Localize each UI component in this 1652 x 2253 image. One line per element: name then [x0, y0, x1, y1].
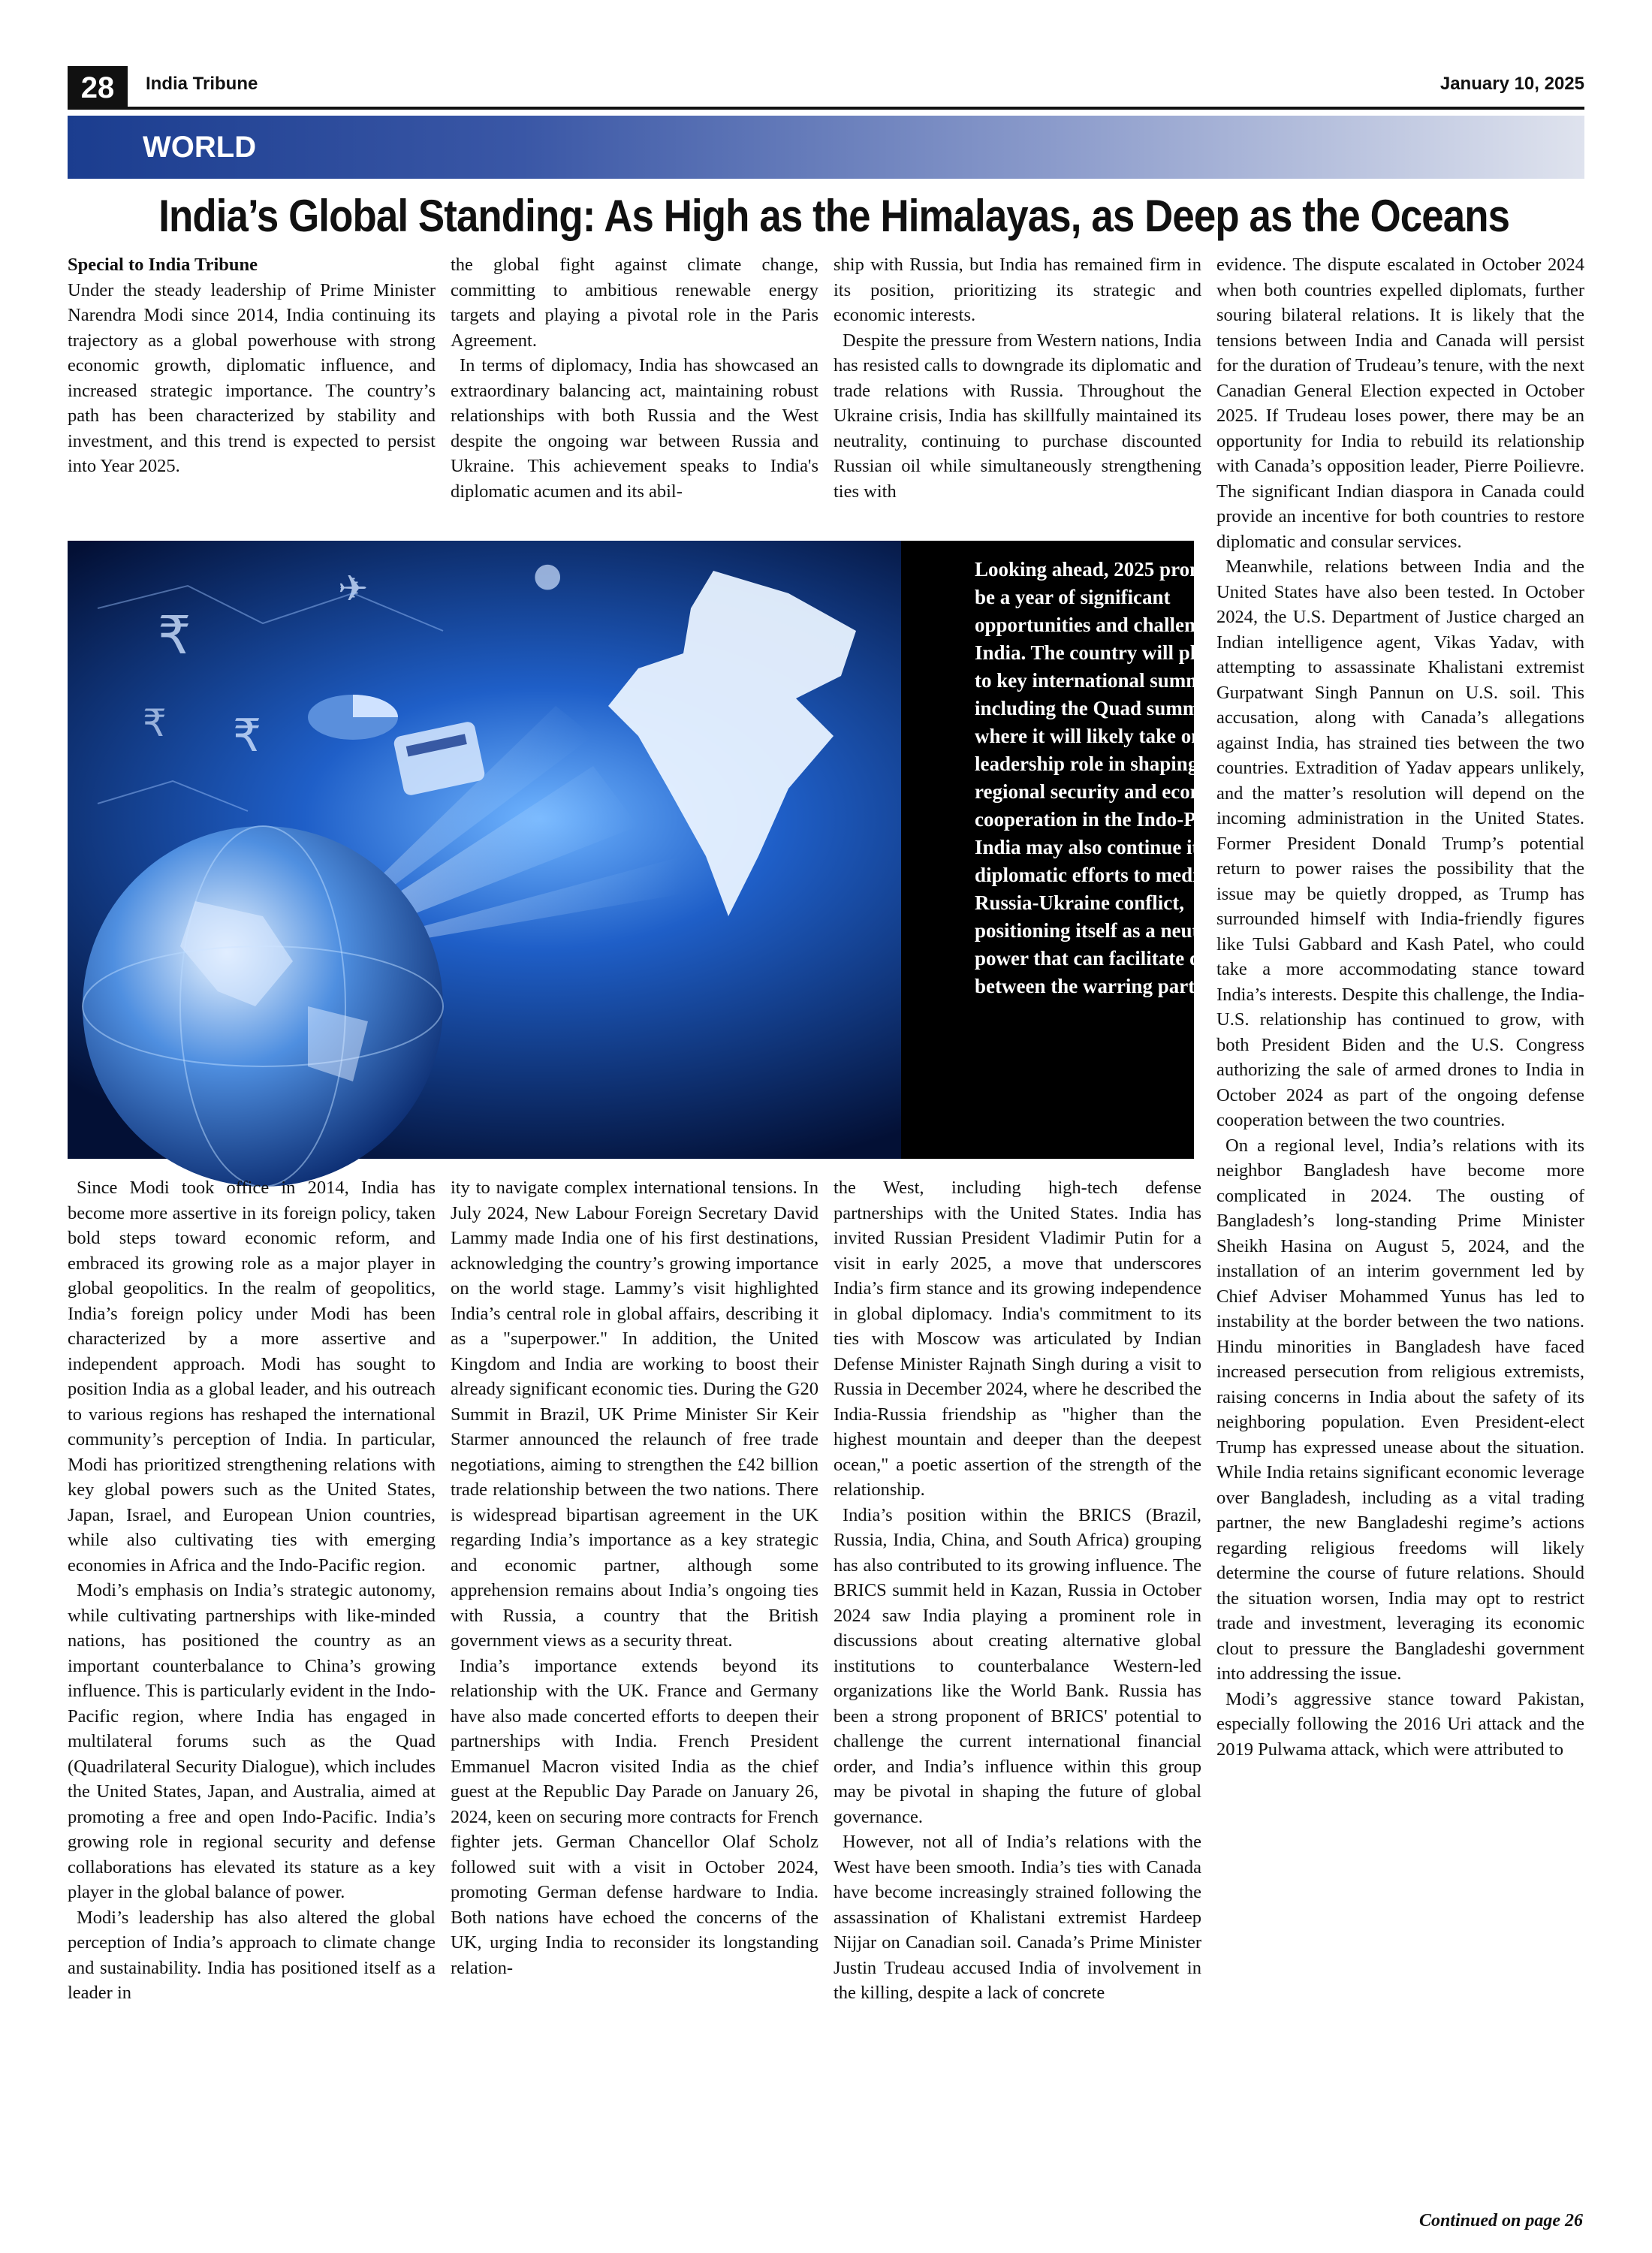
paragraph: Despite the pressure from Western nations, India has resisted calls to downgrade its diplomatic and trade relations with Russia. Throughout the Ukraine crisis, India has skillfully maintained its neutrality, continuing to purchase discounted Russian oil while simultaneously strengthening ties with — [834, 330, 1201, 502]
paragraph: India’s position within the BRICS (Brazil, Russia, India, China, and South Africa) grouping has also contributed to its growing influence. The BRICS summit held in Kazan, Russia in October 2024 saw India playing a prominent role in discussions about creating alternative global institutions to counterbalance Western-led organizations like the World Bank. Russia has been a strong proponent of BRICS' potential to challenge the current international financial order, and India’s influence within this group may be pivotal in shaping the future of global governance. — [834, 1504, 1201, 1827]
paragraph: Modi’s aggressive stance toward Pakistan, especially following the 2016 Uri attack and the 2019 Pulwama attack, which were attributed to — [1216, 1688, 1584, 1760]
paragraph: evidence. The dispute escalated in October 2024 when both countries expelled diplomats, further souring bilateral relations. It is likely that the tensions between India and Canada will persist for the duration of Trudeau’s tenure, with the next Canadian General Election expected in October 2025. If Trudeau loses power, there may be an opportunity for India to rebuild its relationship with Canada’s opposition leader, Pierre Poilievre. The significant Indian diaspora in Canada could provide an incentive for both countries to restore diplomatic and consular services. — [1216, 255, 1584, 552]
rupee-symbol: ₹ — [158, 605, 191, 666]
rupee-symbol: ₹ — [233, 710, 262, 762]
paragraph: Under the steady leadership of Prime Minister Narendra Modi since 2014, India continuing its trajectory as a global powerhouse with strong economic growth, diplomatic influence, and increased strategic importance. The country’s path has been characterized by stability and investment, and this trend is expected to persist into Year 2025. — [68, 279, 436, 476]
paragraph: Modi’s leadership has also altered the global perception of India’s approach to climate change and sustainability. India has positioned itself as a leader in — [68, 1907, 436, 2003]
page-header — [68, 66, 1584, 110]
paragraph: On a regional level, India’s relations with its neighbor Bangladesh have become more complicated in 2024. The ousting of Bangladesh’s long-standing Prime Minister Sheikh Hasina on August 5, 2024, and the installation of an interim government led by Chief Adviser Mohammed Yunus has led to instability at the border between the two nations. Hindu minorities in Bangladesh have faced increased persecution from religious extremists, raising concerns in India about the safety of its neighboring population. Even President-elect Trump has expressed unease about the situation. While India retains significant economic leverage over Bangladesh, including as a vital trading partner, the new Bangladeshi regime’s actions regarding religious freedoms will likely determine the course of future relations. Should the situation worsen, India may opt to restrict trade and investment, leveraging its economic clout to pressure the Bangladeshi government into addressing the issue. — [1216, 1135, 1584, 1684]
paragraph: Since Modi took office in 2014, India has become more assertive in its foreign policy, taken bold steps toward economic reform, and embraced its growing role as a major player in global geopolitics. In the realm of geopolitics, India’s foreign policy under Modi has been characterized by a more assertive and independent approach. Modi has sought to position India as a global leader, and his outreach to various regions has reshaped the international community’s perception of India. In particular, Modi has prioritized strengthening relations with key global powers such as the United States, Japan, Israel, and European Union countries, while also cultivating ties with emerging economies in Africa and the Indo-Pacific region. — [68, 1178, 436, 1576]
paragraph: Modi’s emphasis on India’s strategic autonomy, while cultivating partnerships with like-minded nations, has positioned the country as an important counterbalance to China’s growing influence. This is particularly evident in the Indo-Pacific region, where India has engaged in multilateral forums such as the Quad (Quadrilateral Security Dialogue), which includes the United States, Japan, and Australia, aimed at promoting a free and open Indo-Pacific. India’s growing role in regional security and defense collaborations has elevated its stature as a key player in the global balance of power. — [68, 1580, 436, 1902]
feature-photo — [68, 541, 1263, 1159]
header-rule — [68, 107, 1584, 110]
byline: Special to India Tribune — [68, 255, 258, 275]
top-column-1 — [68, 252, 436, 479]
rupee-symbol: ₹ — [143, 701, 167, 745]
publication-name: India Tribune — [146, 74, 258, 94]
top-column-3 — [834, 252, 1201, 504]
airplane-icon: ✈ — [338, 568, 369, 610]
bottom-column-3 — [834, 1175, 1201, 2006]
top-column-2 — [451, 252, 818, 504]
paragraph: the global fight against climate change, committing to ambitious renewable energy targets and playing a pivotal role in the Paris Agreement. — [451, 255, 818, 351]
headline: India’s Global Standing: As High as the Himalayas, as Deep as the Oceans — [158, 191, 1510, 241]
right-column — [1216, 252, 1584, 1762]
section-band — [68, 116, 1584, 179]
page-number: 28 — [68, 66, 128, 110]
continued-notice: Continued on page 26 — [1418, 2211, 1583, 2230]
section-label: WORLD — [143, 131, 257, 164]
paragraph: the West, including high-tech defense partnerships with the United States. India has invited Russian President Vladimir Putin for a visit in early 2025, a move that underscores India’s firm stance and its growing independence in global diplomacy. India's commitment to its ties with Moscow was articulated by Indian Defense Minister Rajnath Singh during a visit to Russia in December 2024, where he described the India-Russia friendship as "higher than the highest mountain and deeper than the deepest ocean," a poetic assertion of the strength of the relationship. — [834, 1178, 1201, 1500]
bottom-column-1 — [68, 1175, 436, 2006]
paragraph: However, not all of India’s relations with the West have been smooth. India’s ties with Canada have become increasingly strained following the assassination of Khalistani extremist Hardeep Nijjar on Canadian soil. Canada’s Prime Minister Justin Trudeau accused India of involvement in the killing, despite a lack of concrete — [834, 1832, 1201, 2003]
globe — [83, 826, 443, 1187]
issue-date: January 10, 2025 — [1439, 74, 1584, 94]
person-icon: ● — [533, 556, 562, 594]
paragraph: Meanwhile, relations between India and the United States have also been tested. In October 2024, the U.S. Department of Justice charged an Indian intelligence agent, Vikas Yadav, with attempting to assassinate Khalistani extremist Gurpatwant Singh Pannun on U.S. soil. This accusation, along with Canada’s allegations against India, has strained ties between the two countries. Extradition of Yadav appears unlikely, and the matter’s resolution will depend on the incoming administration in the United States. Former President Donald Trump’s potential return to power raises the possibility that the issue may be quietly dropped, as Trump has surrounded himself with India-friendly figures like Tulsi Gabbard and Kash Patel, who could take a more accommodating stance toward India’s interests. Despite this challenge, the India-U.S. relationship has continued to grow, with both President Biden and the U.S. Congress authorizing the sale of armed drones to India in October 2024 as part of the ongoing defense cooperation between the two countries. — [1216, 556, 1584, 1130]
paragraph: In terms of diplomacy, India has showcased an extraordinary balancing act, maintaining robust relationships with both Russia and the West despite the ongoing war between Russia and Ukraine. This achievement speaks to India's diplomatic acumen and its abil- — [451, 355, 818, 502]
bottom-column-2 — [451, 1175, 818, 1980]
paragraph: ship with Russia, but India has remained firm in its position, prioritizing its strategic and economic interests. — [834, 255, 1201, 325]
pull-quote: Looking ahead, 2025 promises to be a year of significant opportunities and challenges for India. The country will play host to key international summits, including the Quad summit, where it will likely take on a leadership role in shaping regional security and economic cooperation in the Indo-Pacific. India may also continue its diplomatic efforts to mediate the Russia-Ukraine conflict, positioning itself as a neutral power that can facilitate dialogue between the warring parties. — [975, 558, 1263, 997]
paragraph: India’s importance extends beyond its relationship with the UK. France and Germany have also made concerted efforts to deepen their partnerships with India. French President Emmanuel Macron visited India as the chief guest at the Republic Day Parade on January 26, 2024, keen on securing more contracts for French fighter jets. German Chancellor Olaf Scholz followed suit with a visit in October 2024, promoting German defense hardware to India. Both nations have echoed the concerns of the UK, urging India to reconsider its longstanding relation- — [451, 1655, 818, 1978]
paragraph: ity to navigate complex international tensions. In July 2024, New Labour Foreign Secretary David Lammy made India one of his first destinations, acknowledging the country’s growing importance on the world stage. Lammy’s visit highlighted India’s central role in global affairs, describing it as a "superpower." In addition, the United Kingdom and India are working to boost their already significant economic ties. During the G20 Summit in Brazil, UK Prime Minister Sir Keir Starmer announced the relaunch of free trade negotiations, aiming to strengthen the £42 billion trade relationship between the two nations. There is widespread bipartisan agreement in the UK regarding India’s importance as a key strategic and economic partner, although some apprehension remains about India’s ongoing ties with Russia, a country that the British government views as a security threat. — [451, 1178, 818, 1651]
